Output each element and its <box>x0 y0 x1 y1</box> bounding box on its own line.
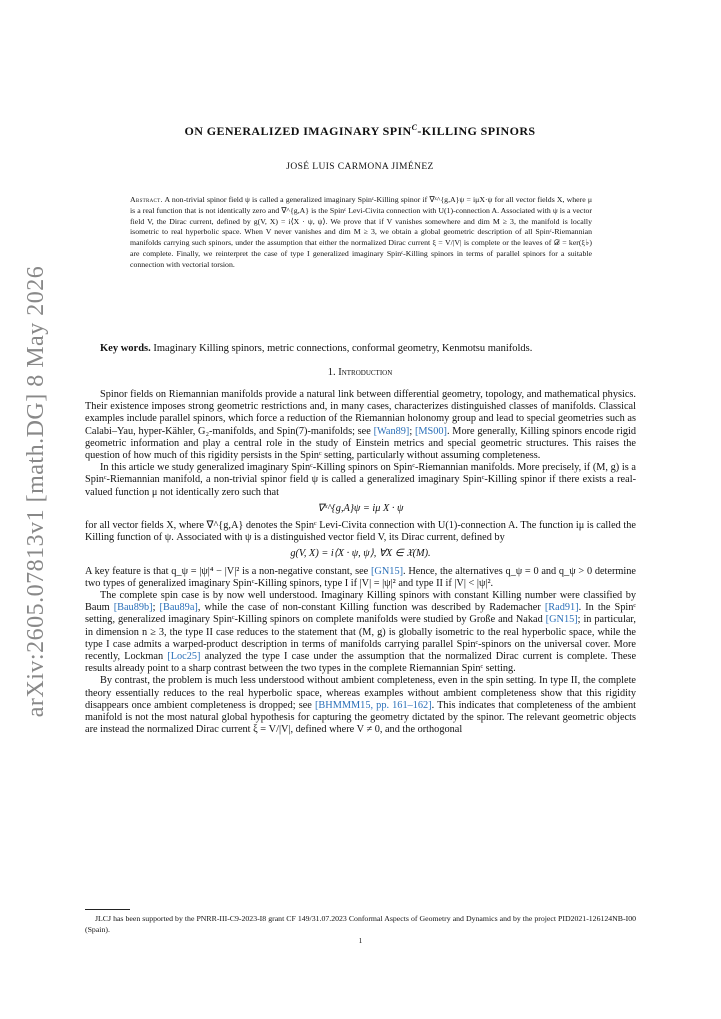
p4-text-a: A key feature is that q_ψ = |ψ|⁴ − |V|² is a non-negative constant, see <box>85 565 369 577</box>
p5-text-e: analyzed the type I case under the assumption that the normalized Dirac current is complete. These results already point to a sharp contrast between the two types in the complete Riemannian Spinᶜ setting. <box>85 651 637 675</box>
footnote-divider <box>85 909 130 910</box>
citation-bau89a[interactable]: [Bau89a] <box>159 602 198 614</box>
citation-ms00[interactable]: [MS00] <box>414 425 447 437</box>
title-tail: -KILLING SPINORS <box>417 124 536 138</box>
paragraph-2: In this article we study generalized imaginary Spinᶜ-Killing spinors on Spinᶜ-Riemannian manifolds. More precisely, if (M, g) is a Spinᶜ-Riemannian manifold, a non-trivial spinor field ψ is called a generalized imaginary Spinᶜ-Killing spinor if there exists a real-valued function μ not identically zero such that <box>85 462 636 498</box>
p6-text-a: By contrast, the problem is much less understood without ambient completeness, even in the spin setting. In type II, the complete theory essentially reduces to the real hyperbolic space, whereas examples without ambient completeness show that this rigidity disappears once ambient completeness is dropped; see <box>85 675 636 711</box>
title-text: ON GENERALIZED IMAGINARY SPIN <box>184 124 412 138</box>
paragraph-4 <box>85 566 636 590</box>
p1-text: Spinor fields on Riemannian manifolds provide a natural link between differential geometry, topology, and mathematical physics. Their existence imposes strong geometric restrictions and, in many cases, characterizes distinguished classes of manifolds. Classical examples include parallel spinors, which force a reduction of the Riemannian holonomy group and lead to special geometries such as Calabi–Yau, hyper-Kähler, G₂-manifolds, and Spin(7)-manifolds; see <box>85 389 636 437</box>
equation-2: g(V, X) = i⟨X · ψ, ψ⟩, ∀X ∈ 𝔛(M). <box>290 548 431 560</box>
citation-rad91[interactable]: [Rad91] <box>544 602 579 614</box>
keywords <box>100 343 640 354</box>
abstract-heading: Abstract. <box>130 195 163 204</box>
keywords-label: Key words. <box>100 343 151 354</box>
paragraph-1 <box>85 389 636 462</box>
arxiv-identifier-stamp <box>12 265 62 717</box>
p5-text-a: The complete spin case is by now well understood. Imaginary Killing spinors with constant Killing number were classified by Baum <box>85 590 636 614</box>
funding-footnote: JLCJ has been supported by the PNRR-III-C9-2023-I8 grant CF 149/31.07.2023 Conformal Aspects of Geometry and Dynamics and by the project PID2021-126124NB-I00 (Spain). <box>85 914 636 934</box>
author-name: JOSÉ LUIS CARMONA JIMÉNEZ <box>286 162 434 172</box>
equation-1: ∇ˣ^{g,A}ψ = iμ X · ψ <box>317 502 404 514</box>
p1-tail: . More generally, Killing spinors encode rigid geometric information and play a central role in the study of Einstein metrics and special geometric structures. This raises the question of how much of this rigidity persists in the Spinᶜ setting, particularly without assuming completeness. <box>85 425 636 462</box>
citation-wan89[interactable]: [Wan89] <box>373 425 410 437</box>
keywords-text: Imaginary Killing spinors, metric connections, conformal geometry, Kenmotsu manifolds. <box>153 343 533 354</box>
p5-sep: ; <box>152 602 160 614</box>
abstract <box>130 195 592 271</box>
p5-text-d: ; in particular, in dimension n ≥ 3, the type II case reduces to the statement that (M, g) is globally isometric to the real hyperbolic space, while the type I case admits a warped-product description in terms of manifolds carrying parallel Spinᶜ-spinors on the universal cover. More recently, Lockman <box>85 614 636 663</box>
citation-gn15-2[interactable]: [GN15] <box>545 614 578 626</box>
paragraph-6 <box>85 675 636 736</box>
page-number: 1 <box>358 936 363 945</box>
citation-gn15[interactable]: [GN15] <box>371 565 404 577</box>
p4-text-b: . Hence, the alternatives q_ψ = 0 and q_ψ > 0 determine two types of generalized imaginary Spinᶜ-Killing spinors, type I if |V| = |ψ|² and type II if |V| < |ψ|². <box>85 565 636 589</box>
p6-text-b: . This indicates that completeness of the ambient manifold is not the most natural global hypothesis for capturing the geometry dictated by the spinor. The relevant geometric objects are instead the normalized Dirac current ξ = V/|V|, defined where V ≠ 0, and the orthogonal <box>85 699 636 736</box>
paragraph-5 <box>85 590 636 675</box>
section-heading: 1. Introduction <box>327 367 393 378</box>
paper-title <box>80 123 640 139</box>
paragraph-3: for all vector fields X, where ∇^{g,A} denotes the Spinᶜ Levi-Civita connection with U(1)-connection A. The function iμ is called the Killing function of ψ. Associated with ψ is a distinguished vector field V, its Dirac current, defined by <box>85 520 636 544</box>
p1-sep: ; <box>409 425 415 437</box>
citation-bhmmm15[interactable]: [BHMMM15, pp. 161–162] <box>314 699 432 711</box>
citation-bau89b[interactable]: [Bau89b] <box>113 602 153 614</box>
abstract-text: A non-trivial spinor field ψ is called a generalized imaginary Spinᶜ-Killing spinor if ∇ˣ^{g,A}ψ = iμX·ψ for all vector fields X, where μ is a real function that is not identically zero and ∇^{g,A} is the Spinᶜ Levi-Civita connection with U(1)-connection A. Associated with ψ is a vector field V, the Dirac current, defined by g(V, X) = i⟨X · ψ, ψ⟩. We prove that if V vanishes somewhere and dim M ≥ 3, the manifold is locally isometric to real hyperbolic space. When V never vanishes and dim M ≥ 3, we obtain a global geometric description of all Spinᶜ-Riemannian manifolds carrying such spinors, under the assumption that either the normalized Dirac current ξ = V/|V| is complete or the leaves of 𝒟 = ker(ξ♭) are complete. Finally, we reinterpret the case of type I generalized imaginary Spinᶜ-Killing spinors in terms of parallel spinors for a suitable connection with vectorial torsion. <box>130 195 592 269</box>
p5-text-b: , while the case of non-constant Killing function was described by Rademacher <box>197 602 541 614</box>
arxiv-stamp-text: arXiv:2605.07813v1 [math.DG] 8 May 2026 <box>23 265 50 717</box>
body-text <box>85 389 636 736</box>
p5-text-c: . In the Spinᶜ setting, generalized imaginary Spinᶜ-Killing spinors on complete manifolds were studied by Große and Nakad <box>85 602 637 626</box>
title-superscript: C <box>411 123 418 132</box>
citation-loc25[interactable]: [Loc25] <box>167 651 201 663</box>
